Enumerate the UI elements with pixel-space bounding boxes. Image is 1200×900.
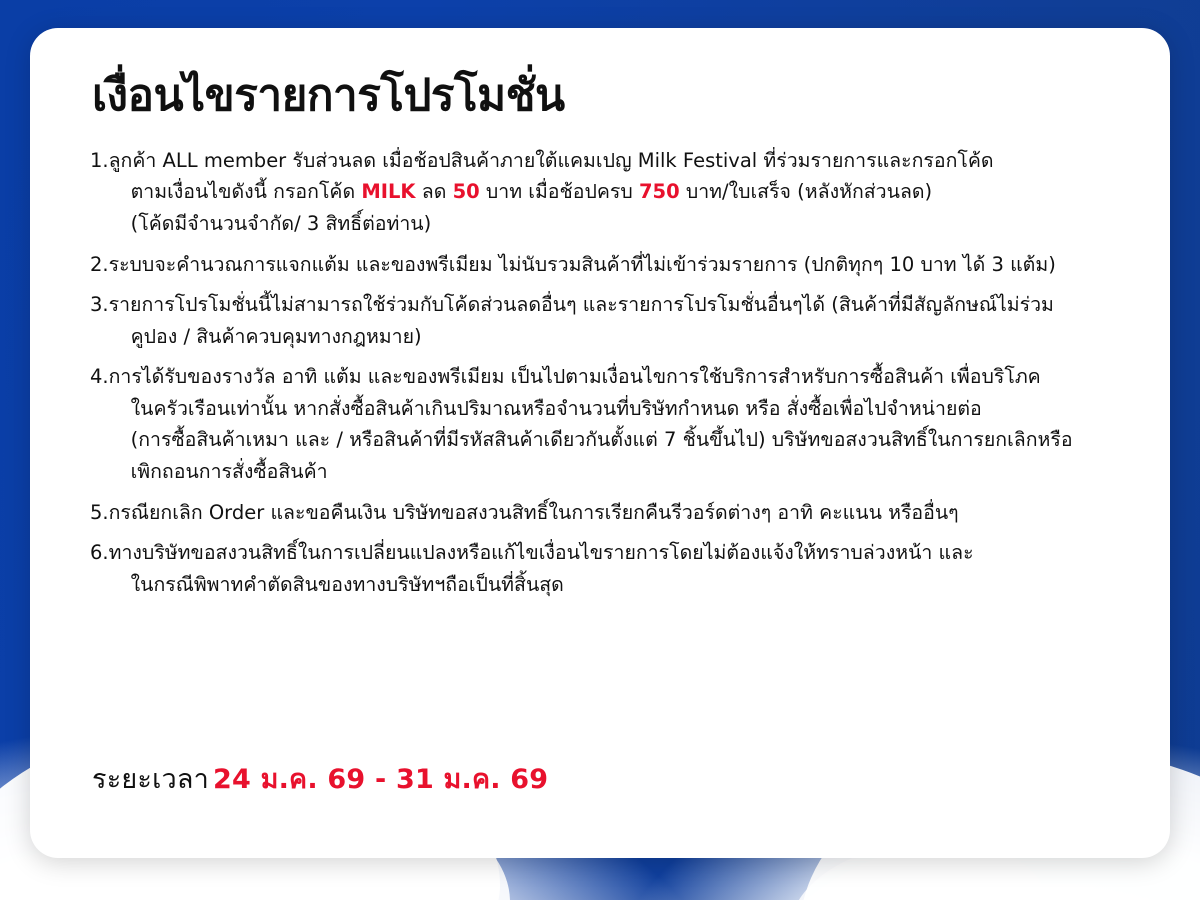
term-text — [109, 145, 1128, 240]
term-text — [109, 361, 1128, 487]
promo-code-highlight: MILK — [361, 180, 416, 204]
terms-card — [30, 28, 1170, 858]
term-line-1: ทางบริษัทขอสงวนสิทธิ์ในการเปลี่ยนแปลงหรือแก้ไขเงื่อนไขรายการโดยไม่ต้องแจ้งให้ทราบล่วงหน้า และ — [108, 541, 974, 565]
term-line-1: ลูกค้า ALL member รับส่วนลด เมื่อช้อปสินค้าภายใต้แคมเปญ Milk Festival ที่ร่วมรายการและกรอกโค้ด — [108, 148, 994, 172]
term-line-1: ระบบจะคำนวณการแจกแต้ม และของพรีเมียม ไม่นับรวมสินค้าที่ไม่เข้าร่วมรายการ (ปกติทุกๆ 10 บาท ได้ 3 แต้ม) — [108, 252, 1056, 276]
term-item-1 — [72, 145, 1128, 240]
term-item-4 — [72, 361, 1128, 487]
term-line-3: (การซื้อสินค้าเหมา และ / หรือสินค้าที่มีรหัสสินค้าเดียวกันตั้งแต่ 7 ชิ้นขึ้นไป) บริษัทขอสงวนสิทธิ์ในการยกเลิกหรือ — [130, 428, 1073, 452]
term-item-3 — [72, 289, 1128, 352]
term-line-2-part-a: ตามเงื่อนไขดังนี้ กรอกโค้ด — [130, 180, 362, 204]
term-item-2 — [72, 249, 1128, 281]
term-line-2: คูปอง / สินค้าควบคุมทางกฎหมาย) — [130, 324, 422, 348]
term-marker: 6. — [90, 541, 109, 565]
term-line-2-part-c: บาท เมื่อช้อปครบ — [479, 180, 639, 204]
term-line-2-part-b: ลด — [415, 180, 453, 204]
term-marker: 3. — [90, 293, 109, 317]
term-line-4: เพิกถอนการสั่งซื้อสินค้า — [130, 460, 328, 483]
term-marker: 2. — [90, 252, 109, 276]
term-marker: 5. — [90, 500, 109, 524]
term-item-5 — [72, 497, 1128, 529]
term-line-1: กรณียกเลิก Order และขอคืนเงิน บริษัทขอสงวนสิทธิ์ในการเรียกคืนรีวอร์ดต่างๆ อาทิ คะแนน หรืออื่นๆ — [108, 500, 959, 524]
period-label: ระยะเวลา — [92, 764, 210, 795]
term-line-2: ในกรณีพิพาทคำตัดสินของทางบริษัทฯถือเป็นที่สิ้นสุด — [130, 572, 564, 596]
term-line-2 — [109, 176, 1128, 208]
period-dates: 24 ม.ค. 69 - 31 ม.ค. 69 — [213, 764, 549, 795]
promotion-period — [92, 757, 548, 800]
term-line-1: รายการโปรโมชั่นนี้ไม่สามารถใช้ร่วมกับโค้ดส่วนลดอื่นๆ และรายการโปรโมชั่นอื่นๆได้ (สินค้าที่มีสัญลักษณ์ไม่ร่วม — [108, 293, 1054, 317]
term-marker: 1. — [90, 148, 109, 172]
discount-amount-highlight: 50 — [452, 180, 480, 204]
term-marker: 4. — [90, 365, 109, 389]
term-text — [109, 537, 1128, 600]
minimum-spend-highlight: 750 — [638, 180, 680, 204]
terms-list — [72, 145, 1128, 601]
page-title: เงื่อนไขรายการโปรโมชั่น — [92, 70, 565, 121]
term-line-3: (โค้ดมีจำนวนจำกัด/ 3 สิทธิ์ต่อท่าน) — [130, 211, 432, 235]
term-text — [109, 497, 1128, 529]
term-line-1: การได้รับของรางวัล อาทิ แต้ม และของพรีเมียม เป็นไปตามเงื่อนไขการใช้บริการสำหรับการซื้อสินค้า เพื่อบริโภค — [108, 365, 1041, 389]
term-item-6 — [72, 537, 1128, 600]
term-line-2: ในครัวเรือนเท่านั้น หากสั่งซื้อสินค้าเกินปริมาณหรือจำนวนที่บริษัทกำหนด หรือ สั่งซื้อเพื่อไปจำหน่ายต่อ — [130, 396, 982, 420]
term-text — [109, 249, 1128, 281]
term-line-2-part-d: บาท/ใบเสร็จ (หลังหักส่วนลด) — [679, 180, 933, 204]
term-text — [109, 289, 1128, 352]
